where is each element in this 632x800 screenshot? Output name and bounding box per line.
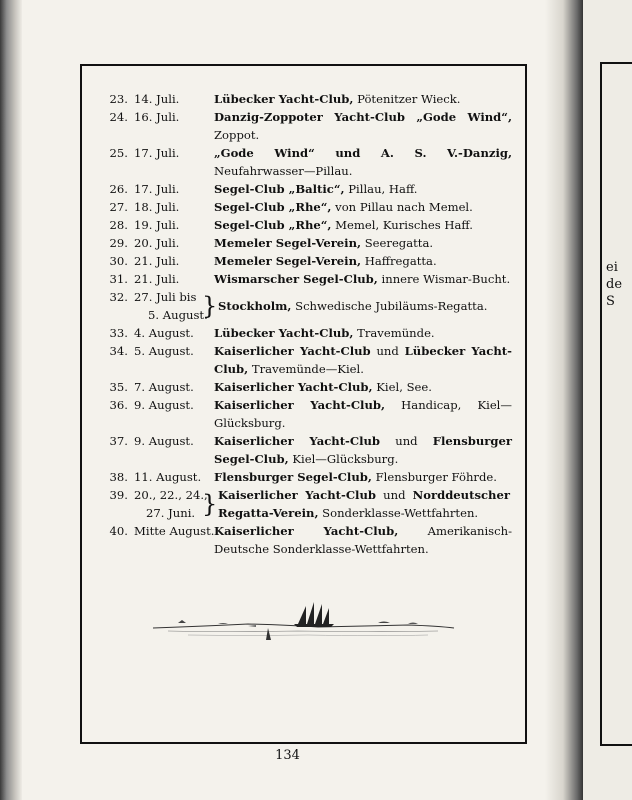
entry-number: 39. <box>109 488 128 502</box>
entry-description <box>206 432 512 468</box>
right-page-fragment: de <box>606 277 623 292</box>
list-item <box>96 108 512 144</box>
entry-location: Kiel—Glücksburg. <box>288 452 399 466</box>
entry-number: 29. <box>109 236 128 250</box>
entry-number: 25. <box>109 146 128 160</box>
entry-date: 7. August. <box>134 380 194 394</box>
entry-date: 18. Juli. <box>134 200 180 214</box>
entry-description <box>206 396 512 432</box>
page-number: 134 <box>275 748 300 763</box>
club-name: Segel-Club „Rhe“, <box>214 218 332 232</box>
entry-date: 17. Juli. <box>134 146 180 160</box>
entry-description <box>210 288 510 324</box>
entry-location: Pötenitzer Wieck. <box>353 92 461 106</box>
entry-date <box>128 486 206 522</box>
entry-description <box>206 378 512 396</box>
entry-location: Amerikanisch-Deutsche Sonderklasse-Wettfahrten. <box>214 524 512 556</box>
entry-number: 40. <box>109 524 128 538</box>
list-item <box>96 324 512 342</box>
entry-location: von Pillau nach Memel. <box>331 200 473 214</box>
entry-description <box>206 324 512 342</box>
entry-description <box>206 180 512 198</box>
entry-number: 26. <box>109 182 128 196</box>
list-item <box>96 288 512 324</box>
club-name: Lübecker Yacht-Club, <box>214 92 354 106</box>
club-name: Flensburger Segel-Club, <box>214 434 512 466</box>
entry-number: 38. <box>109 470 128 484</box>
entry-number: 34. <box>109 344 128 358</box>
entry-number: 23. <box>109 92 128 106</box>
list-item <box>96 180 512 198</box>
entry-description <box>206 216 512 234</box>
entry-date-start: 20., 22., 24., <box>134 488 208 502</box>
list-item <box>96 144 512 180</box>
club-name: Wismarscher Segel-Club, <box>214 272 378 286</box>
club-name: Lübecker Yacht-Club, <box>214 344 512 376</box>
list-item <box>96 486 512 522</box>
entry-date: 14. Juli. <box>134 92 180 106</box>
club-name: Kaiserlicher Yacht-Club, <box>214 524 399 538</box>
bracket-brace: } <box>202 292 218 320</box>
right-page-fragment: ei <box>606 260 618 275</box>
book-gutter <box>545 0 585 800</box>
list-item <box>96 252 512 270</box>
entry-description <box>206 342 512 378</box>
entry-date-end: 5. August. <box>148 308 208 322</box>
club-name: Memeler Segel-Verein, <box>214 236 362 250</box>
entry-location: Haffregatta. <box>361 254 437 268</box>
entry-description <box>206 198 512 216</box>
entry-location: Pillau, Haff. <box>344 182 418 196</box>
list-item <box>96 378 512 396</box>
club-name: Kaiserlicher Yacht-Club, <box>214 398 386 412</box>
entry-number: 35. <box>109 380 128 394</box>
list-item <box>96 270 512 288</box>
entry-connector: und <box>380 434 433 448</box>
entry-location: Schwedische Jubiläums-Regatta. <box>291 299 488 313</box>
entry-date: 9. August. <box>134 434 194 448</box>
club-name: Memeler Segel-Verein, <box>214 254 362 268</box>
right-page-fragment: S <box>606 294 615 309</box>
entry-location: Kiel, See. <box>372 380 432 394</box>
entry-date: Mitte August. <box>134 524 215 538</box>
club-name: Danzig-Zoppoter Yacht-Club „Gode Wind“, <box>214 110 512 124</box>
entry-date: 21. Juli. <box>134 272 180 286</box>
entry-date: 9. August. <box>134 398 194 412</box>
right-page-frame <box>600 62 632 746</box>
entry-description <box>210 486 510 522</box>
club-name: Norddeutscher Regatta-Verein, <box>218 488 510 520</box>
club-name: Kaiserlicher Yacht-Club <box>218 488 376 502</box>
entry-location: Memel, Kurisches Haff. <box>331 218 473 232</box>
entry-location: Handicap, Kiel—Glücksburg. <box>214 398 512 430</box>
entry-date: 21. Juli. <box>134 254 180 268</box>
bracket-brace: } <box>202 490 218 518</box>
regatta-list <box>96 90 512 558</box>
entry-description <box>206 234 512 252</box>
entry-description <box>206 270 512 288</box>
list-item <box>96 90 512 108</box>
entry-number: 28. <box>109 218 128 232</box>
list-item <box>96 216 512 234</box>
entry-date-end: 27. Juni. <box>146 506 196 520</box>
list-item <box>96 432 512 468</box>
entry-location: Zoppot. <box>214 128 260 142</box>
entry-location: Neufahrwasser—Pillau. <box>214 164 353 178</box>
list-item <box>96 234 512 252</box>
entry-number: 30. <box>109 254 128 268</box>
entry-date: 19. Juli. <box>134 218 180 232</box>
entry-number: 32. <box>109 290 128 304</box>
club-name: Stockholm, <box>218 299 292 313</box>
entry-location: Seeregatta. <box>361 236 434 250</box>
club-name: Segel-Club „Baltic“, <box>214 182 345 196</box>
list-item <box>96 198 512 216</box>
club-name: Kaiserlicher Yacht-Club <box>214 434 381 448</box>
entry-number: 31. <box>109 272 128 286</box>
entry-date: 5. August. <box>134 344 194 358</box>
book-spine <box>0 0 22 800</box>
entry-location: innere Wismar-Bucht. <box>377 272 511 286</box>
entry-date: 16. Juli. <box>134 110 180 124</box>
entry-number: 37. <box>109 434 128 448</box>
entry-location: Travemünde—Kiel. <box>248 362 364 376</box>
list-item <box>96 396 512 432</box>
entry-description <box>206 468 512 486</box>
club-name: Kaiserlicher Yacht-Club, <box>214 380 373 394</box>
club-name: „Gode Wind“ und A. S. V.-Danzig, <box>214 146 512 160</box>
entry-number: 33. <box>109 326 128 340</box>
entry-date: 4. August. <box>134 326 194 340</box>
club-name: Lübecker Yacht-Club, <box>214 326 354 340</box>
entry-description <box>206 90 512 108</box>
entry-number: 27. <box>109 200 128 214</box>
entry-location: Travemünde. <box>353 326 435 340</box>
sailing-ship-vignette <box>148 596 458 656</box>
entry-date: 20. Juli. <box>134 236 180 250</box>
entry-location: Flensburger Föhrde. <box>371 470 497 484</box>
entry-number: 24. <box>109 110 128 124</box>
entry-date-start: 27. Juli bis <box>134 290 197 304</box>
entry-description <box>206 144 512 180</box>
entry-connector: und <box>376 488 413 502</box>
entry-date: 11. August. <box>134 470 202 484</box>
club-name: Flensburger Segel-Club, <box>214 470 372 484</box>
entry-description <box>206 252 512 270</box>
entry-date <box>128 288 206 324</box>
entry-connector: und <box>370 344 405 358</box>
entry-date: 17. Juli. <box>134 182 180 196</box>
list-item <box>96 468 512 486</box>
entry-description <box>206 108 512 144</box>
list-item <box>96 342 512 378</box>
entry-number: 36. <box>109 398 128 412</box>
entry-location: Sonderklasse-Wettfahrten. <box>318 506 479 520</box>
club-name: Segel-Club „Rhe“, <box>214 200 332 214</box>
club-name: Kaiserlicher Yacht-Club <box>214 344 371 358</box>
entry-description <box>206 522 512 558</box>
list-item <box>96 522 512 558</box>
